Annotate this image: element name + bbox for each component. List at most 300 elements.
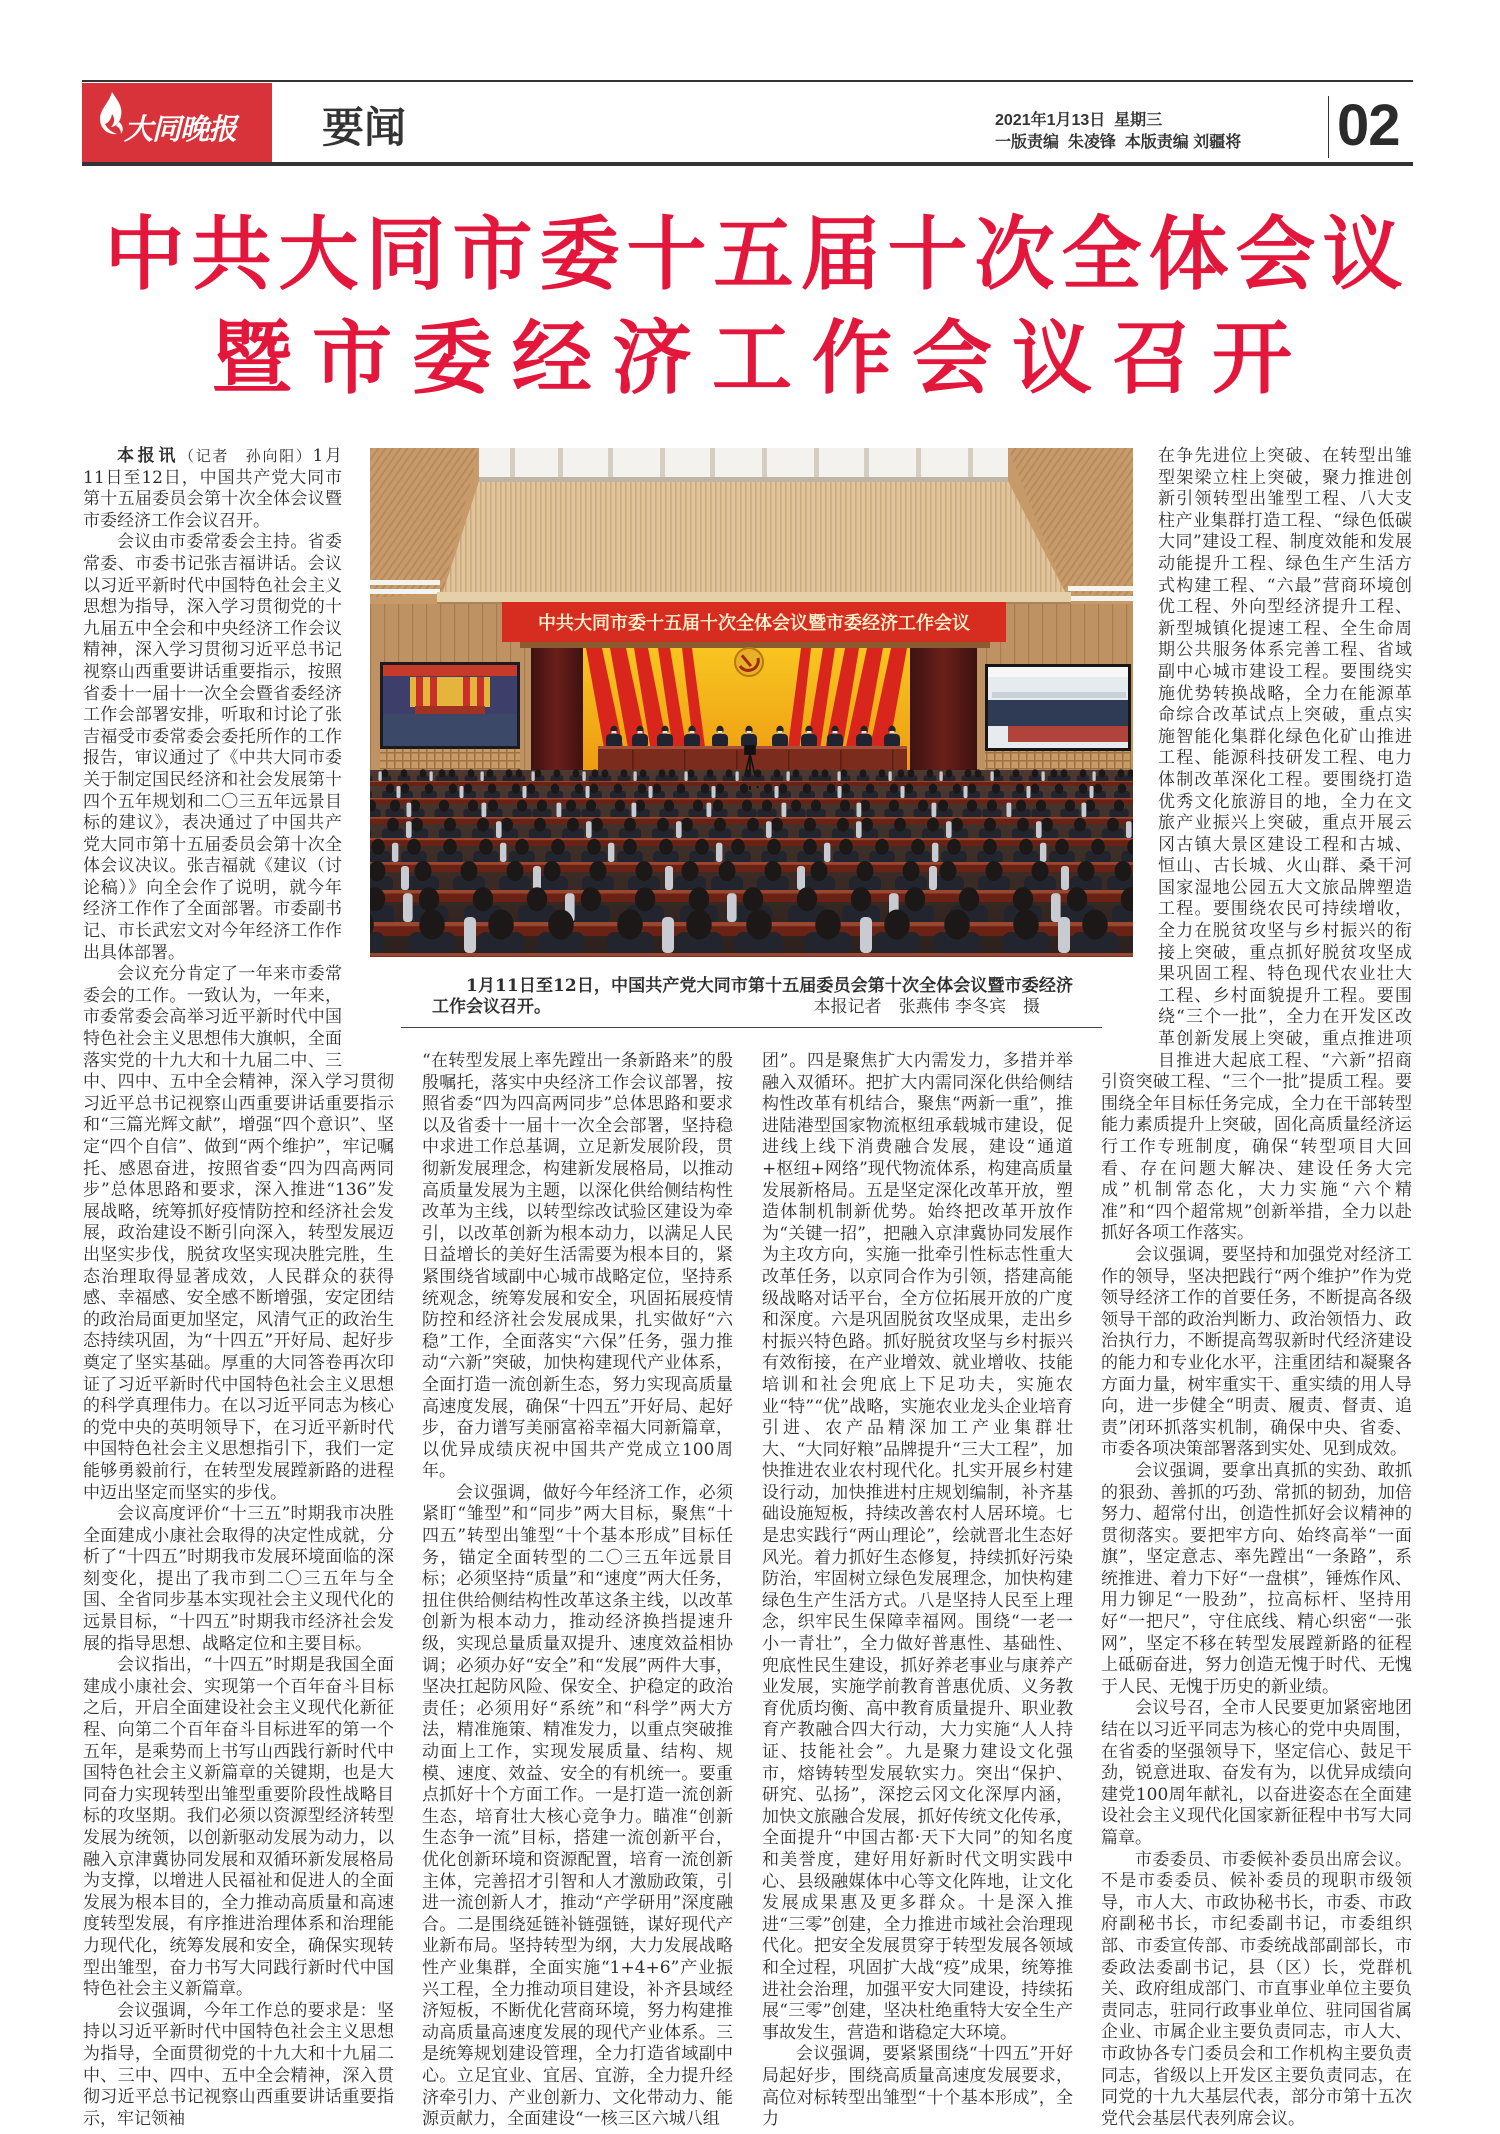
attendee-head <box>419 910 445 940</box>
face-mask <box>612 731 617 734</box>
attendee-head <box>944 910 970 940</box>
thermos <box>1027 786 1031 798</box>
table-panel-line <box>892 750 894 771</box>
attendee-head <box>623 839 637 855</box>
attendee-head <box>946 769 953 777</box>
attendee-head <box>803 839 817 855</box>
photo-wrap-spacer <box>342 446 394 1051</box>
attendee-head <box>745 769 752 777</box>
attendee-head <box>688 769 695 777</box>
attendee-head <box>444 818 456 832</box>
table-panel-line <box>684 750 686 771</box>
attendee-head <box>771 818 783 832</box>
attendee-head <box>889 800 899 812</box>
attendee-head <box>894 818 906 832</box>
attendee-head <box>682 861 699 881</box>
thermos <box>766 821 772 838</box>
attendee-head <box>534 818 546 832</box>
thermos <box>727 893 737 922</box>
thermos <box>838 786 842 798</box>
thermos <box>401 866 409 890</box>
masthead-top-rule <box>82 80 1413 82</box>
attendee-head <box>506 769 513 777</box>
attendee-head <box>875 839 889 855</box>
thermos <box>460 786 464 798</box>
article-column-1 <box>83 446 394 2130</box>
thermos <box>532 771 535 781</box>
thermos <box>946 821 952 838</box>
attendee-head <box>791 800 801 812</box>
thermos <box>634 771 637 781</box>
reporter-byline: （记者 孙向阳） <box>179 447 313 465</box>
attendee-head <box>640 769 647 777</box>
attendee-head <box>811 800 821 812</box>
attendee-head <box>517 800 527 812</box>
thermos <box>586 786 590 798</box>
thermos <box>685 771 688 781</box>
thermos <box>403 893 413 922</box>
official-body <box>827 734 843 748</box>
thermos <box>860 917 872 953</box>
headline-line-1: 中共大同市委十五届十次全体会议 <box>104 208 1410 301</box>
thermos <box>557 803 562 817</box>
thermos <box>608 843 614 862</box>
thermos <box>1051 893 1061 922</box>
attendee-head <box>1078 861 1095 881</box>
attendee-head <box>992 784 1001 794</box>
attendee-head <box>544 861 561 881</box>
attendee-head <box>401 769 408 777</box>
attendee-head <box>765 861 782 881</box>
attendee-head <box>986 861 1003 881</box>
attendee-head <box>860 800 870 812</box>
thermos <box>964 786 968 798</box>
thermos <box>676 821 682 838</box>
attendee-head <box>842 784 851 794</box>
attendee-head <box>573 769 580 777</box>
thermos <box>1036 821 1042 838</box>
left-curtain <box>531 648 583 775</box>
left-lattice-panel <box>380 749 520 771</box>
attendee-head <box>726 769 733 777</box>
attendee-head <box>965 769 972 777</box>
attendee-head <box>701 784 710 794</box>
attendee-head <box>689 887 709 911</box>
thermos <box>787 771 790 781</box>
thermos <box>481 771 484 781</box>
attendee-head <box>959 887 979 911</box>
attendee-head <box>566 800 576 812</box>
attendee-head <box>535 769 542 777</box>
article-column-3 <box>762 1051 1073 2131</box>
paragraph: 会议强调，要紧紧围绕“十四五”开好局起好步，围绕高质量高速度发展要求，高位对标转型出雏型“十个基本形成”，全力 <box>762 2044 1073 2130</box>
article-column-2 <box>422 1051 733 2131</box>
attendee-head <box>516 769 523 777</box>
face-mask <box>778 731 783 734</box>
attendee-head <box>439 800 449 812</box>
attendee-head <box>927 769 934 777</box>
attendee-head <box>468 800 478 812</box>
paragraph-continued: 在争先进位上突破、在转型出雏型架梁立柱上突破，聚力推进创新引领转型出雏型工程、八大支柱产业集群打造工程、“绿色低碳大同”建设工程、制度效能和发展动能提升工程、绿色生产生活方式构建工程、“六最”营商环境创优工程、外向型经济提升工程、新型城镇化提速工程、全生命周期公共服务体系完善工程、省域副中心城市建设工程。要围绕实施优势转换战略，全力在能源革命综合改革试点上突破，重点实施智能化集群化绿色化矿山推进工程、能源科技研发工程、电力体制改革深化工程。要围绕打造优秀文化旅游目的地，全力在文旅产业振兴上突破，重点开展云冈古镇大景区建设工程和古城、恒山、古长城、火山群、桑干河国家湿地公园五大文旅品牌塑造工程。要围绕农民可持续增收，全力在脱贫攻坚与乡村振兴的衔接上突破，重点抓好脱贫攻坚成果巩固工程、特色现代农业壮大工程、乡村面貌提升工程。要围绕“三个一批”，全力在开发区改革创新发展上突破，重点推进项目推进大起底工程、“六新”招商引资突破工程、“三个一批”提质工程。要围绕全年目标任务完成，全力在干部转型能力素质提升上突破，固化高质量经济运行工作专班制度，确保“转型项目大回看、存在问题大解决、建设任务大完成”机制常态化，大力实施“六个精准”和“四个超常规”创新举措，全力以赴抓好各项工作落实。 <box>1101 446 1412 1244</box>
thermos <box>929 866 937 890</box>
thermos <box>500 843 506 862</box>
attendee-head <box>501 818 513 832</box>
back-wall <box>443 481 1065 592</box>
attendee-head <box>851 887 871 911</box>
paragraph: 市委委员、市委候补委员出席会议。不是市委委员、候补委员的现职市级领导，市人大、市政协秘书长，市委、市政府副秘书长，市纪委副书记，市委组织部、市委宣传部、市委统战部副部长，市委政法委副书记，县（区）长，党群机关、政府组成部门、市直事业单位主要负责同志，驻同行政事业单位、驻同国省属企业、市属企业主要负责同志，市人大、市政协各专门委员会和工作机构主要负责同志，省级以上开发区主要负责同志，在同党的十九大基层代表，部分市第十五次党代会基层代表列席会议。 <box>1101 1849 1412 2129</box>
thermos <box>1061 866 1069 890</box>
face-mask <box>638 731 643 734</box>
attendee-head <box>410 800 420 812</box>
attendee-head <box>443 839 457 855</box>
attendee-head <box>602 769 609 777</box>
attendee-head <box>747 818 759 832</box>
photo-caption <box>432 976 1073 1018</box>
attendee-head <box>940 861 957 881</box>
attendee-head <box>1016 784 1025 794</box>
thermos <box>782 803 787 817</box>
face-mask <box>690 731 695 734</box>
attendee-head <box>903 861 920 881</box>
attendee-head <box>774 769 781 777</box>
attendee-head <box>586 800 596 812</box>
attendee-head <box>590 784 599 794</box>
attendee-head <box>439 769 446 777</box>
attendee-head <box>1013 769 1020 777</box>
attendee-head <box>967 800 977 812</box>
attendee-head <box>755 769 762 777</box>
attendee-head <box>507 861 524 881</box>
attendee-head <box>841 769 848 777</box>
ceiling-beam <box>437 592 1071 603</box>
thermos <box>1058 917 1070 953</box>
thermos <box>901 786 905 798</box>
attendee-head <box>1017 818 1029 832</box>
thermos <box>632 803 637 817</box>
attendee-head <box>927 818 939 832</box>
paragraph: 会议指出，“十四五”时期是我国全面建成小康社会、实现第一个百年奋斗目标之后，开启全面建设社会主义现代化新征程、向第二个百年奋斗目标进军的第一个五年，是乘势而上书写山西践行新时代中国特色社会主义新篇章的关键期，也是大同奋力实现转型出雏型重要阶段性战略目标的攻坚期。我们必须以资源型经济转型发展为统领，以创新驱动发展为动力，以融入京津冀协同发展和双循环新发展格局为支撑，以增进人民福祉和促进人的全面发展为根本目的，全力推动高质量和高速度转型发展，有序推进治理体系和治理能力现代化，统筹发展和安全，确保实现转型出雏型，奋力书写大同践行新时代中国特色社会主义新篇章。 <box>83 1655 394 2000</box>
attendee-head <box>554 769 561 777</box>
attendee-head <box>537 800 547 812</box>
attendee-head <box>714 818 726 832</box>
issue-date: 2021年1月13日 星期三 <box>995 112 1163 129</box>
thermos <box>496 821 502 838</box>
attendee-head <box>938 800 948 812</box>
thermos <box>991 771 994 781</box>
attendee-head <box>719 861 736 881</box>
paragraph: 会议强调，做好今年经济工作，必须紧盯“雏型”和“同步”两大目标，聚焦“十四五”转型出雏型“十个基本形成”目标任务，锚定全面转型的二〇三五年远景目标；必须坚持“质量”和“速度”两大任务，扭住供给侧结构性改革这条主线，以改革创新为根本动力，推动经济换挡提速升级，实现总量质量双提升、速度效益相协调；必须办好“安全”和“发展”两件大事，坚决扛起防风险、保安全、护稳定的政治责任；必须用好“系统”和“科学”两大方法，精准施策、精准发力，以重点突破推动面上工作，实现发展质量、结构、规模、速度、效益、安全的有机统一。要重点抓好十个方面工作。一是打造一流创新生态，培育壮大核心竞争力。瞄准“创新生态争一流”目标，搭建一流创新平台，优化创新环境和资源配置，培育一流创新主体，完善招才引智和人才激励政策，引进一流创新人才，推动“产学研用”深度融合。二是围绕延链补链强链，谋好现代产业新布局。坚持转型为纲，大力发展战略性产业集群，全面实施“1+4+6”产业振兴工程，全力推动项目建设，补齐县域经济短板，不断优化营商环境，努力构建推动高质量高速度发展的现代产业体系。三是统筹规划建设管理，全力打造省域副中心。立足宜业、宜居、宜游，全力提升经济牵引力、产业创新力、文化带动力、能源贡献力，全面建设“一核三区六城八组 <box>422 1482 733 2130</box>
attendee-head <box>890 784 899 794</box>
meeting-banner-text: 中共大同市委十五届十次全体会议暨市委经济工作会议 <box>538 613 970 634</box>
official-body <box>632 734 648 748</box>
attendee-head <box>1067 887 1087 911</box>
attendee-head <box>669 769 676 777</box>
attendee-head <box>527 887 547 911</box>
attendee-head <box>947 839 961 855</box>
attendee-head <box>488 784 497 794</box>
attendee-head <box>879 769 886 777</box>
face-mask <box>862 731 867 734</box>
official-body <box>712 734 728 748</box>
thermos <box>482 803 487 817</box>
attendee-head <box>1041 818 1053 832</box>
official-body <box>884 734 900 748</box>
desk-edge <box>370 798 1133 799</box>
desk-edge <box>370 862 1133 865</box>
face-mask <box>890 731 895 734</box>
thermos <box>797 866 805 890</box>
attendee-head <box>425 784 434 794</box>
thermos <box>662 917 674 953</box>
attendee-head <box>614 784 623 794</box>
page-number-divider <box>1328 96 1329 158</box>
attendee-head <box>1013 887 1033 911</box>
conference-photo[interactable] <box>370 448 1133 957</box>
official-body <box>684 734 700 748</box>
face-mask <box>747 731 752 734</box>
attendee-head <box>449 769 456 777</box>
attendee-head <box>1051 769 1058 777</box>
attendee-head <box>461 861 478 881</box>
attendee-head <box>929 784 938 794</box>
attendee-head <box>1019 839 1033 855</box>
attendee-head <box>764 784 773 794</box>
attendee-head <box>767 839 781 855</box>
paragraph: 会议由市委常委会主持。省委常委、市委书记张吉福讲话。会议以习近平新时代中国特色社会主义思想为指导，深入学习贯彻党的十九届五中全会和中央经济工作会议精神，深入学习贯彻习近平总书记视察山西重要讲话重要指示，按照省委十一届十一次全会暨省委经济工作会部署安排，听取和讨论了张吉福受市委常委会委托所作的工作报告，审议通过了《中共大同市委关于制定国民经济和社会发展第十四个五年规划和二〇三五年远景目标的建议》，表决通过了中国共产党大同市第十五届委员会第十次全体会议决议。张吉福就《建议（讨论稿）》向全会作了说明，就今年经济工作作了全面部署。市委副书记、市长武宏文对今年经济工作作出具体部署。 <box>83 532 342 963</box>
attendee-head <box>638 784 647 794</box>
attendee-head <box>677 784 686 794</box>
attendee-head <box>743 887 763 911</box>
thermos <box>1007 803 1012 817</box>
thermos <box>712 786 716 798</box>
attendee-head <box>411 818 423 832</box>
attendee-head <box>840 800 850 812</box>
face-mask <box>833 731 838 734</box>
attendee-head <box>487 769 494 777</box>
attendee-head <box>1016 800 1026 812</box>
attendee-head <box>905 784 914 794</box>
thermos <box>586 821 592 838</box>
attendee-head <box>716 784 725 794</box>
attendee-head <box>742 800 752 812</box>
thermos <box>430 771 433 781</box>
flame-icon <box>99 92 125 136</box>
thermos <box>856 821 862 838</box>
thermos <box>533 866 541 890</box>
attendee-head <box>953 784 962 794</box>
paragraph: 会议号召，全市人民要更加紧密地团结在以习近平同志为核心的党中央周围，在省委的坚强领导下，坚定信心、鼓足干劲，锐意进取、奋发有为，以优异成绩向建党100周年献礼，以奋进姿态在全面建设社会主义现代化国家新征程中书写大同篇章。 <box>1101 1698 1412 1848</box>
face-mask <box>718 731 723 734</box>
thermos <box>523 786 527 798</box>
attendee-head <box>415 861 432 881</box>
attendee-head <box>1061 769 1068 777</box>
thermos <box>649 786 653 798</box>
thermos <box>407 803 412 817</box>
photo-wrap-spacer <box>1101 446 1158 1051</box>
thermos <box>707 803 712 817</box>
attendee-head <box>861 818 873 832</box>
attendee-head <box>812 769 819 777</box>
attendee-head <box>464 784 473 794</box>
paragraph: 会议高度评价“十三五”时期我市决胜全面建成小康社会取得的决定性成就，分析了“十四五”时期我市发展环境面临的深刻变化，提出了我市到二〇三五年与全国、全省同步基本实现社会主义现代化的远景目标，“十四五”时期我市经济社会发展的指导思想、战略定位和主要目标。 <box>83 1504 394 1654</box>
paragraph: 会议强调，要坚持和加强党对经济工作的领导，坚决把践行“两个维护”作为党领导经济工作的首要任务，不断提高各级领导干部的政治判断力、政治领悟力、政治执行力，不断提高驾驭新时代经济建设的能力和专业化水平，注重团结和凝聚各方面力量，树牢重实干、重实绩的用人导向，进一步健全“明责、履责、督责、追责”闭环抓落实机制，确保中央、省委、市委各项决策部署落到实处、见到成效。 <box>1101 1244 1412 1460</box>
attendee-head <box>860 769 867 777</box>
attendee-head <box>983 839 997 855</box>
attendee-head <box>811 861 828 881</box>
caption-text: 1月11日至12日，中国共产党大同市第十五届委员会第十次全体会议暨市委经济工作会议召开。 <box>432 976 1073 1017</box>
attendee-head <box>908 769 915 777</box>
attendee-head <box>664 800 674 812</box>
attendee-head <box>488 910 514 940</box>
logo-text: 大同晚报 <box>124 112 237 146</box>
official-body <box>856 734 872 748</box>
attendee-head <box>635 800 645 812</box>
attendee-head <box>1055 839 1069 855</box>
table-panel-line <box>736 750 738 771</box>
banner-frame <box>520 642 990 648</box>
attendee-head <box>779 784 788 794</box>
section-title: 要闻 <box>322 103 407 152</box>
attendee-head <box>1013 910 1039 940</box>
attendee-head <box>731 839 745 855</box>
attendee-head <box>479 839 493 855</box>
audience-area <box>370 769 1133 957</box>
party-emblem <box>735 648 763 676</box>
thermos <box>857 803 862 817</box>
lead-dateline: 本报讯 <box>117 446 180 466</box>
thermos <box>1042 771 1045 781</box>
attendee-head <box>837 818 849 832</box>
attendee-head <box>527 784 536 794</box>
thermos <box>932 803 937 817</box>
official-body <box>657 734 673 748</box>
thermos <box>1090 786 1094 798</box>
attendee-head <box>797 887 817 911</box>
thermos <box>665 866 673 890</box>
attendee-head <box>636 861 653 881</box>
official-body <box>772 734 788 748</box>
attendee-head <box>551 784 560 794</box>
thermos <box>932 843 938 862</box>
attendee-head <box>857 861 874 881</box>
attendee-head <box>477 818 489 832</box>
attendee-head <box>1074 818 1086 832</box>
attendee-head <box>762 800 772 812</box>
attendee-head <box>659 839 673 855</box>
attendee-head <box>581 887 601 911</box>
attendee-head <box>575 784 584 794</box>
paragraph-continued: “在转型发展上率先蹚出一条新路来”的殷殷嘱托，落实中央经济工作会议部署，按照省委“四为四高两同步”总体思路和要求以及省委十一届十一次全会部署，坚持稳中求进工作总基调，立足新发展阶段，贯彻新发展理念，构建新发展格局，以推动高质量发展为主题，以深化供给侧结构性改革为主线，以转型综改试验区建设为牵引，以改革创新为根本动力，以满足人民日益增长的美好生活需要为根本目的，紧紧围绕省域副中心城市战略定位，坚持系统观念，统筹发展和安全，巩固拓展疫情防控和经济社会发展成果，扎实做好“六稳”工作，全面落实“六保”任务，强力推动“六新”突破，加快构建现代产业体系，全面打造一流创新生态，努力实现高质量高速度发展，确保“十四五”开好局、起好步，奋力谱写美丽富裕幸福大同新篇章，以优异成绩庆祝中国共产党成立100周年。 <box>422 1051 733 1482</box>
attendee-head <box>449 784 458 794</box>
attendee-head <box>653 784 662 794</box>
lead-text: 1月11日至12日，中国共产党大同市第十五届委员会第十次全体会议暨市委经济工作会议召开。 <box>83 446 342 531</box>
attendee-head <box>615 800 625 812</box>
paragraph-continued: 团”。四是聚焦扩大内需发力，多措并举融入双循环。把扩大内需同深化供给侧结构性改革有机结合，聚焦“两新一重”，推进陆港型国家物流枢纽承载城市建设，促进线上线下消费融合发展，建设“通道+枢纽+网络”现代物流体系，构建高质量发展新格局。五是坚定深化改革开放，塑造体制机制新优势。始终把改革开放作为“关键一招”，把融入京津冀协同发展作为主攻方向，实施一批牵引性标志性重大改革任务，以京同合作为引领，搭建高能级战略对话平台，全方位拓展开放的广度和深度。六是巩固脱贫攻坚成果，走出乡村振兴特色路。抓好脱贫攻坚与乡村振兴有效衔接，在产业增效、就业增收、技能培训和社会兜底上下足功夫，实施农业“特”“优”战略，实施农业龙头企业培育引进、农产品精深加工产业集群壮大、“大同好粮”品牌提升“三大工程”，加快推进农业农村现代化。扎实开展乡村建设行动，加快推进村庄规划编制，补齐基础设施短板，持续改善农村人居环境。七是忠实践行“两山理论”，绘就晋北生态好风光。着力抓好生态修复，持续抓好污染防治，牢固树立绿色发展理念，加快构建绿色生产生活方式。八是坚持人民至上理念，织牢民生保障幸福网。围绕“一老一小一青壮”，全力做好普惠性、基础性、兜底性民生建设，抓好养老事业与康养产业发展，实施学前教育普惠优质、义务教育优质均衡、高中教育质量提升、职业教育产教融合四大行动，大力实施“人人持证、技能社会”。九是聚力建设文化强市，熔铸转型发展软实力。突出“保护、研究、弘扬”，深挖云冈文化深厚内涵，加快文旅融合发展，抓好传统文化传承，全面提升“中国古都·天下大同”的知名度和美誉度，建好用好新时代文明实践中心、县级融媒体中心等文化阵地，让文化发展成果惠及更多群众。十是深入推进“三零”创建，全力推进市域社会治理现代化。把安全发展贯穿于转型发展各领域和全过程，巩固扩大战“疫”成果，统筹推进社会治理，加强平安大同建设，持续拓展“三零”创建，坚决杜绝重特大安全生产事故发生，营造和谐稳定大环境。 <box>762 1051 1073 2043</box>
paragraph: 会议强调，今年工作总的要求是：坚持以习近平新时代中国特色社会主义思想为指导，全面贯彻党的十九大和十九届二中、三中、四中、五中全会精神，深入贯彻习近平总书记视察山西重要讲话重要指示，牢记领袖 <box>83 2000 394 2129</box>
official-body <box>606 734 622 748</box>
attendee-head <box>686 910 712 940</box>
page-editors: 一版责编 朱凌锋 本版责编 刘疆将 <box>995 134 1242 151</box>
attendee-head <box>591 818 603 832</box>
thermos <box>736 771 739 781</box>
attendee-head <box>839 839 853 855</box>
attendee-head <box>419 887 439 911</box>
attendee-head <box>1031 784 1040 794</box>
attendee-head <box>624 818 636 832</box>
attendee-head <box>621 769 628 777</box>
caption-rule <box>401 1027 1102 1028</box>
attendee-head <box>975 769 982 777</box>
thermos <box>889 771 892 781</box>
table-panel-line <box>840 750 842 771</box>
attendee-head <box>548 910 574 940</box>
newspaper-logo[interactable] <box>82 83 272 163</box>
thermos <box>464 917 476 953</box>
headline-line-2: 暨市委经济工作会议召开 <box>212 312 1312 405</box>
thermos <box>775 786 779 798</box>
attendee-head <box>740 784 749 794</box>
face-mask <box>663 731 668 734</box>
attendee-head <box>515 839 529 855</box>
attendee-head <box>592 769 599 777</box>
attendee-head <box>401 784 410 794</box>
attendee-head <box>1032 861 1049 881</box>
attendee-head <box>918 800 928 812</box>
skylight <box>479 448 1008 482</box>
desk-edge <box>370 781 1133 782</box>
attendee-head <box>681 818 693 832</box>
attendee-head <box>905 887 925 911</box>
table-panel-line <box>788 750 790 771</box>
attendee-head <box>746 910 772 940</box>
attendee-head <box>1065 800 1075 812</box>
attendee-head <box>695 839 709 855</box>
thermos <box>397 786 401 798</box>
attendee-head <box>815 910 841 940</box>
attendee-head <box>898 769 905 777</box>
photo-credit: 本报记者 张燕伟 李冬宾 摄 <box>813 997 1040 1017</box>
right-curtain <box>910 648 977 775</box>
attendee-head <box>567 818 579 832</box>
article-column-4 <box>1101 446 1412 2130</box>
attendee-head <box>713 800 723 812</box>
attendee-head <box>1085 800 1095 812</box>
thermos <box>1040 843 1046 862</box>
attendee-head <box>1032 769 1039 777</box>
thermos <box>1082 803 1087 817</box>
masthead-bottom-bar <box>82 162 1413 166</box>
paragraph: 会议强调，要拿出真抓的实劲、敢抓的狠劲、善抓的巧劲、常抓的韧劲，加倍努力、超常付出，创造性抓好会议精神的贯彻落实。要把牢方向、始终高举“一面旗”，坚定意志、率先蹚出“一条路”，系统推进、着力下好“一盘棋”，锤炼作风、用力铆足“一股劲”，拉高标杆、坚持用好“一把尺”，守住底线、精心织密“一张网”，坚定不移在转型发展蹚新路的征程上砥砺奋进，努力创造无愧于时代、无愧于人民、无愧于历史的新业绩。 <box>1101 1460 1412 1697</box>
thermos <box>1093 771 1096 781</box>
attendee-head <box>587 839 601 855</box>
table-panel-line <box>632 750 634 771</box>
attendee-head <box>590 861 607 881</box>
thermos <box>940 771 943 781</box>
attendee-head <box>822 769 829 777</box>
attendee-head <box>804 818 816 832</box>
desk-edge <box>370 953 1133 957</box>
attendee-head <box>987 800 997 812</box>
attendee-head <box>951 818 963 832</box>
attendee-head <box>1036 800 1046 812</box>
thermos <box>838 771 841 781</box>
attendee-head <box>407 839 421 855</box>
attendee-head <box>707 769 714 777</box>
attendee-head <box>994 769 1001 777</box>
attendee-head <box>693 800 703 812</box>
attendee-head <box>793 769 800 777</box>
official-body <box>801 734 817 748</box>
